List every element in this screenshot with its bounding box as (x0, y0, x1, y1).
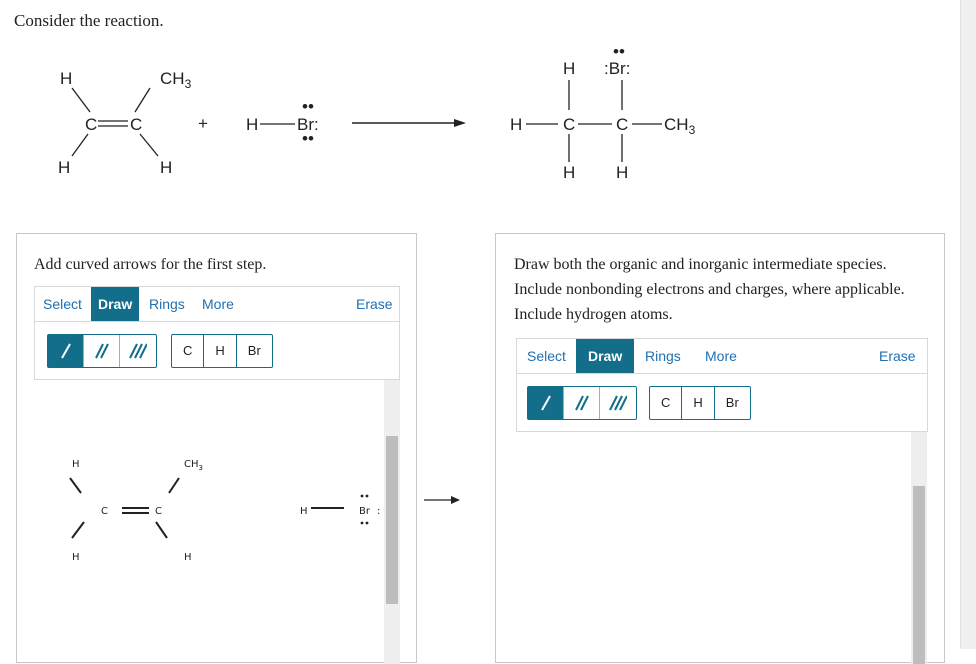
tab-rings[interactable]: Rings (645, 348, 681, 364)
double-bond-icon[interactable] (84, 335, 120, 367)
hbr-lone-pair-top: •• (302, 97, 314, 116)
left-toolbar (34, 322, 400, 380)
bond-tools (47, 334, 157, 368)
hbr-br: Br: (297, 115, 319, 134)
right-toolbar (516, 374, 928, 432)
right-scrollbar-track[interactable] (911, 432, 927, 664)
right-drawing-panel (495, 233, 945, 663)
alkene-h-bottom-left: H (58, 158, 71, 177)
reaction-arrow-icon (422, 492, 462, 508)
single-bond-icon[interactable] (528, 387, 564, 419)
element-bromine-button[interactable]: Br (725, 395, 739, 410)
bond-tools (527, 386, 637, 420)
page-scrollbar[interactable] (960, 0, 976, 649)
canvas-h-top: H (72, 459, 80, 470)
alkene-h-top-left: H (60, 69, 73, 88)
alkene-h-bottom-right: H (160, 158, 173, 177)
canvas-h-bottom-left: H (72, 552, 80, 563)
question-intro: Consider the reaction. (14, 11, 164, 30)
tab-draw[interactable]: Draw (91, 287, 139, 321)
single-bond-icon[interactable] (48, 335, 84, 367)
product-h-bottom-1: H (563, 163, 576, 182)
canvas-br: Br (359, 506, 370, 517)
alkene-c1: C (85, 115, 98, 134)
right-panel-prompt: Draw both the organic and inorganic intermediate species. Include nonbonding electrons and charges, where applicable. Include hydrogen atoms. (514, 256, 905, 323)
product-br-lone-pair: •• (613, 42, 625, 61)
product-c2: C (616, 115, 629, 134)
reaction-scheme (0, 40, 760, 190)
product-br: :Br: (604, 59, 631, 78)
right-tabbar (516, 338, 928, 374)
hbr-h: H (246, 115, 259, 134)
right-scrollbar-thumb[interactable] (913, 486, 925, 664)
left-scrollbar-track[interactable] (384, 380, 400, 664)
left-scrollbar-thumb[interactable] (386, 436, 398, 604)
canvas-h-bottom-right: H (184, 552, 192, 563)
erase-button[interactable]: Erase (879, 348, 916, 364)
canvas-ch3: $CH_3$ (184, 459, 203, 472)
product-c1: C (563, 115, 576, 134)
left-drawing-panel (16, 233, 417, 663)
element-carbon-button[interactable]: C (650, 387, 682, 419)
product-h-left: H (510, 115, 523, 134)
canvas-c2: C (155, 506, 162, 517)
tab-draw[interactable]: Draw (576, 339, 634, 373)
triple-bond-icon[interactable] (120, 335, 156, 367)
alkene-ch3: $CH_3$ (160, 69, 192, 91)
element-hydrogen-button[interactable]: H (682, 387, 714, 419)
element-tools (649, 386, 751, 420)
triple-bond-icon[interactable] (600, 387, 636, 419)
product-h-bottom-2: H (616, 163, 629, 182)
tab-select[interactable]: Select (527, 348, 566, 364)
tab-rings[interactable]: Rings (149, 296, 185, 312)
element-bromine-button[interactable]: Br (247, 343, 261, 358)
element-carbon-button[interactable]: C (172, 335, 204, 367)
left-tabbar (34, 286, 400, 322)
right-drawing-canvas[interactable] (516, 432, 911, 662)
canvas-br-colon: : (377, 506, 381, 517)
canvas-molecules (34, 380, 384, 650)
product-h-top: H (563, 59, 576, 78)
double-bond-icon[interactable] (564, 387, 600, 419)
left-panel-prompt: Add curved arrows for the first step. (34, 256, 267, 273)
product-bonds (526, 80, 662, 162)
element-hydrogen-button[interactable]: H (204, 335, 236, 367)
tab-select[interactable]: Select (43, 296, 82, 312)
canvas-c1: C (101, 506, 108, 517)
hbr-lone-pair-bottom: •• (302, 129, 314, 148)
tab-more[interactable]: More (202, 296, 234, 312)
plus-sign: + (198, 114, 208, 133)
erase-button[interactable]: Erase (356, 296, 393, 312)
tab-more[interactable]: More (705, 348, 737, 364)
alkene-c2: C (130, 115, 143, 134)
left-drawing-canvas[interactable] (34, 380, 384, 650)
canvas-hbr-h: H (300, 506, 308, 517)
product-ch3: $CH_3$ (664, 115, 696, 137)
reaction-arrow-icon (352, 119, 466, 127)
element-tools (171, 334, 273, 368)
